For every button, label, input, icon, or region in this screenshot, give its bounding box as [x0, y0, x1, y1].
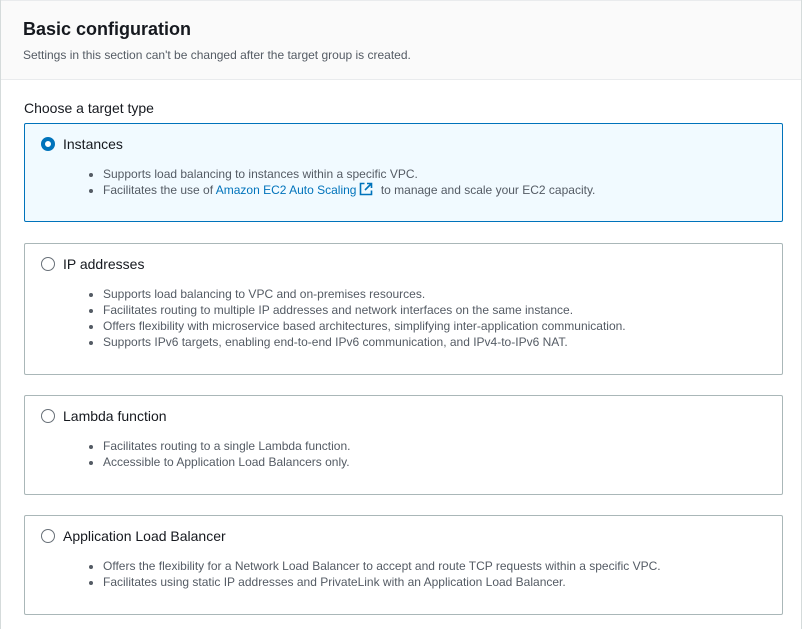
bullet-item: • Facilitates routing to a single Lambda function. [103, 438, 350, 454]
option-header [41, 528, 226, 544]
panel-title: Basic configuration [23, 19, 192, 39]
option-bullets-application-load-balancer [85, 558, 661, 590]
bullet-item: • Facilitates routing to multiple IP addresses and network interfaces on the same instance. [103, 302, 626, 318]
option-label-instances: Instances [63, 136, 123, 152]
radio-button-application-load-balancer[interactable] [41, 529, 55, 543]
option-header [41, 408, 167, 424]
bullet-item: • Offers flexibility with microservice based architectures, simplifying inter-application communication. [103, 318, 626, 334]
bullet-item [103, 182, 595, 200]
target-type-option-instances[interactable] [24, 123, 783, 222]
option-bullets-ip-addresses [85, 286, 626, 350]
ec2-auto-scaling-link[interactable] [216, 183, 378, 197]
bullet-prefix: Facilitates the use of [103, 183, 216, 197]
radio-button-lambda-function[interactable] [41, 409, 55, 423]
bullet-item: • Accessible to Application Load Balancers only. [103, 454, 350, 470]
option-label-application-load-balancer: Application Load Balancer [63, 528, 226, 544]
option-header [41, 256, 144, 272]
bullet-item: • Supports IPv6 targets, enabling end-to-end IPv6 communication, and IPv4-to-IPv6 NAT. [103, 334, 626, 350]
radio-button-instances[interactable] [41, 137, 55, 151]
target-type-option-lambda-function[interactable] [24, 395, 783, 495]
bullet-item: • Offers the flexibility for a Network Load Balancer to accept and route TCP requests within a specific VPC. [103, 558, 661, 574]
option-bullets-lambda-function [85, 438, 350, 470]
target-type-option-application-load-balancer[interactable] [24, 515, 783, 615]
option-bullets-instances [85, 166, 595, 200]
option-header [41, 136, 123, 152]
ec2-auto-scaling-link-text: Amazon EC2 Auto Scaling [215, 183, 357, 197]
option-label-lambda-function: Lambda function [63, 408, 167, 424]
panel-description: Settings in this section can't be changed after the target group is created. [23, 48, 411, 62]
panel-header [1, 0, 801, 80]
target-type-label: Choose a target type [24, 100, 154, 116]
bullet-item: • Supports load balancing to VPC and on-premises resources. [103, 286, 626, 302]
radio-button-ip-addresses[interactable] [41, 257, 55, 271]
option-label-ip-addresses: IP addresses [63, 256, 145, 272]
bullet-item: • Facilitates using static IP addresses and PrivateLink with an Application Load Balancer. [103, 574, 661, 590]
bullet-suffix: to manage and scale your EC2 capacity. [377, 183, 596, 197]
external-link-icon [359, 182, 373, 200]
bullet-item: • Supports load balancing to instances within a specific VPC. [103, 166, 595, 182]
target-type-option-ip-addresses[interactable] [24, 243, 783, 375]
